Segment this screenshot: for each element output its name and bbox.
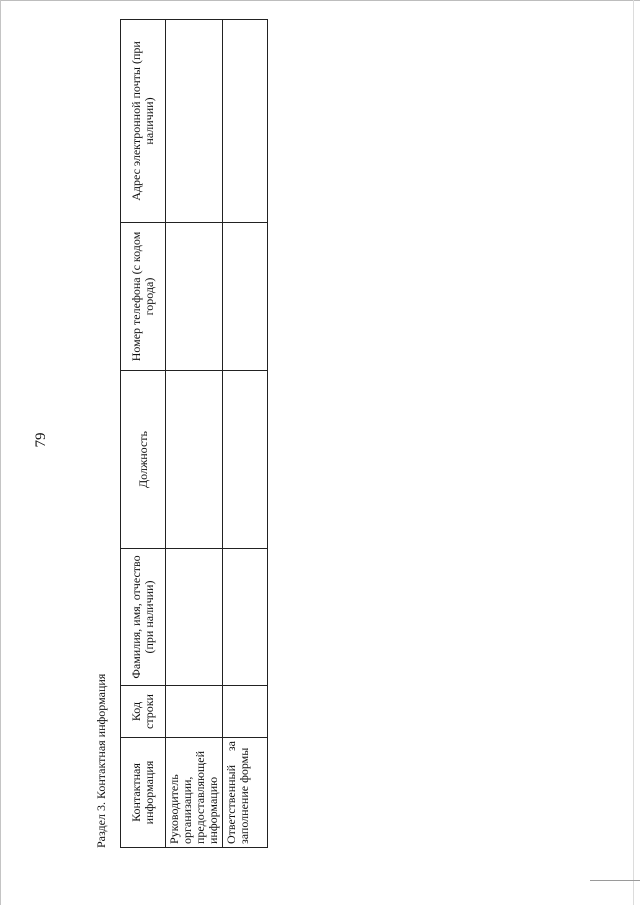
- section-title: Раздел 3. Контактная информация: [94, 673, 108, 848]
- cell-phone: [166, 223, 223, 371]
- cell-position: [223, 371, 268, 549]
- header-contact-info: Контактная информация: [121, 738, 166, 848]
- cell-row-code: [166, 686, 223, 738]
- table-row: [223, 20, 268, 848]
- row-label-responsible: Ответственный за заполнение формы: [223, 738, 268, 848]
- header-position: Должность: [121, 371, 166, 549]
- header-row-code: Код строки: [121, 686, 166, 738]
- contact-info-table: [120, 19, 268, 848]
- cell-position: [166, 371, 223, 549]
- cell-full-name: [223, 549, 268, 686]
- cell-full-name: [166, 549, 223, 686]
- cell-email: [223, 20, 268, 223]
- cell-row-code: [223, 686, 268, 738]
- page-number: 79: [33, 432, 49, 448]
- table-row: [166, 20, 223, 848]
- table-header-row: [121, 20, 166, 848]
- row-label-head: Руководитель организации, предоставляющей информацию: [166, 738, 223, 848]
- header-phone: Номер телефона (с кодом города): [121, 223, 166, 371]
- cell-email: [166, 20, 223, 223]
- header-email: Адрес электронной почты (при наличии): [121, 20, 166, 223]
- cell-phone: [223, 223, 268, 371]
- header-full-name: Фамилия, имя, отчество (при наличии): [121, 549, 166, 686]
